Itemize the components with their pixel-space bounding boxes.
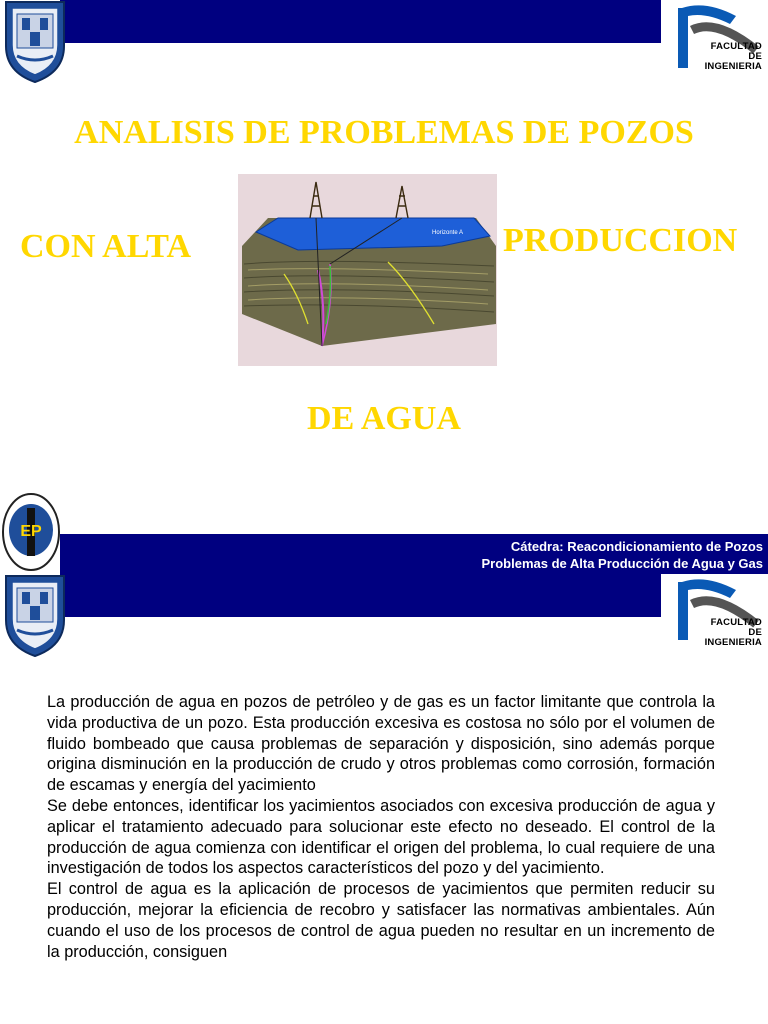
title-fragment-bottom: DE AGUA — [307, 400, 461, 437]
svg-text:EP: EP — [20, 523, 42, 540]
university-shield-icon-slide2 — [2, 574, 68, 658]
paragraph: La producción de agua en pozos de petróleo y de gas es un factor limitante que controla la vida productiva de un pozo. Esta producción excesiva es costosa no sólo por el volumen de fluido bombeado que causa problemas de separación y disposición, sino además porque origina disminución en la producción de crudo y otros problemas como corrosión, formación de escamas y energía del yacimiento — [47, 693, 715, 795]
logo-word-facultad: FACULTAD — [710, 41, 762, 52]
ep-emblem-icon — [0, 490, 62, 574]
title-slide — [0, 0, 768, 490]
illustration-label: Horizonte A — [432, 230, 464, 236]
content-slide — [0, 490, 768, 1024]
logo-word-ingenieria: INGENIERIA — [704, 637, 762, 648]
facultad-logo-text — [705, 42, 762, 72]
title-fragment-right: PRODUCCION — [503, 222, 738, 259]
slide-title: ANALISIS DE PROBLEMAS DE POZOS — [74, 114, 694, 151]
university-shield-icon — [2, 0, 68, 84]
paragraph: El control de agua es la aplicación de procesos de yacimientos que permiten reducir su producción, mejorar la eficiencia de recobro y satisfacer las normativas ambientales. Aún cuando el uso de los procesos de control de agua pueden no resultar en un incremento de la producción, consiguen — [47, 880, 715, 961]
title-fragment-left: CON ALTA — [20, 228, 191, 265]
logo-word-ingenieria: INGENIERIA — [704, 61, 762, 72]
second-header-band — [60, 574, 661, 617]
header-band — [60, 0, 661, 43]
facultad-logo-text-slide2 — [705, 618, 762, 648]
logo-word-de: DE — [748, 627, 762, 638]
body-text — [47, 692, 715, 962]
course-name: Cátedra: Reacondicionamiento de Pozos — [510, 539, 763, 554]
course-topic: Problemas de Alta Producción de Agua y Gas — [481, 556, 763, 571]
logo-word-facultad: FACULTAD — [710, 617, 762, 628]
course-header — [482, 538, 764, 572]
paragraph: Se debe entonces, identificar los yacimientos asociados con excesiva producción de agua y aplicar el tratamiento adecuado para solucionar este efecto no deseado. El control de la producción de agua comienza con identificar el origen del problema, lo cual requiere de una investigación de todos los aspectos característicos del pozo y del yacimiento. — [47, 796, 715, 878]
reservoir-illustration — [238, 174, 497, 366]
logo-word-de: DE — [748, 51, 762, 62]
